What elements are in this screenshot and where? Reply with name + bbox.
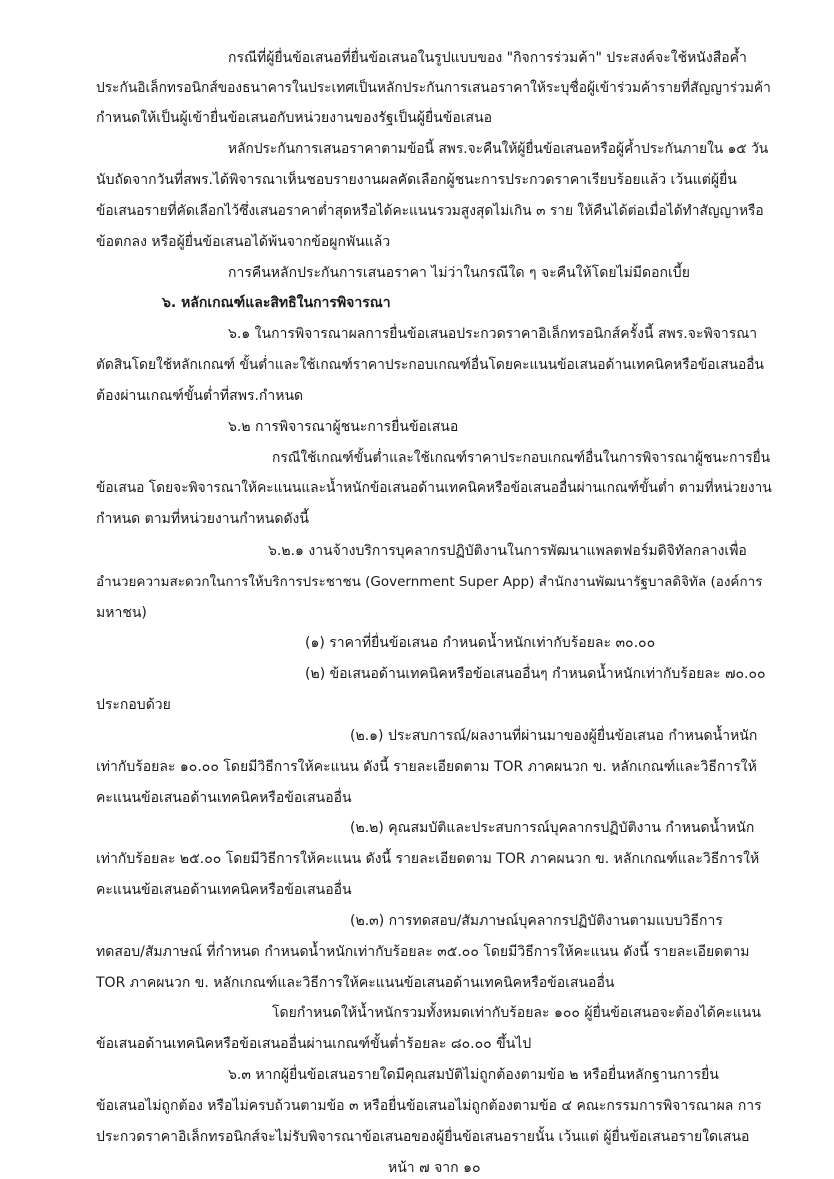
text-line: ๖.๒ การพิจารณาผู้ชนะการยื่นข้อเสนอ [228,419,459,435]
text-line: เท่ากับร้อยละ ๒๕.๐๐ โดยมีวิธีการให้คะแนน ดังนี้ รายละเอียดตาม TOR ภาคผนวก ข. หลักเกณฑ์และวิธีการให้ [96,851,760,867]
text-line: ข้อเสนอรายที่คัดเลือกไว้ซึ่งเสนอราคาต่ำสุดหรือได้คะแนนรวมสูงสุดไม่เกิน ๓ ราย ให้คืนได้ต่อเมื่อได้ทำสัญญาหรือ [96,203,764,219]
text-line: ข้อเสนอ โดยจะพิจารณาให้คะแนนและน้ำหนักข้อเสนอด้านเทคนิคหรือข้อเสนออื่นผ่านเกณฑ์ขั้นต่ำ ตามที่หน่วยงาน [96,480,772,496]
text-line: กรณีใช้เกณฑ์ขั้นต่ำและใช้เกณฑ์ราคาประกอบเกณฑ์อื่นในการพิจารณาผู้ชนะการยื่น [272,450,771,466]
text-line: ตัดสินโดยใช้หลักเกณฑ์ ขั้นต่ำและใช้เกณฑ์ราคาประกอบเกณฑ์อื่นโดยคะแนนข้อเสนอด้านเทคนิคหรือข้อเสนออื่น [96,357,764,373]
page-footer: หน้า ๗ จาก ๑๐ [388,1160,481,1176]
text-line: (๒.๒) คุณสมบัติและประสบการณ์บุคลากรปฏิบัติงาน กำหนดน้ำหนัก [350,820,755,836]
text-line: กำหนดให้เป็นผู้เข้ายื่นข้อเสนอกับหน่วยงานของรัฐเป็นผู้ยื่นข้อเสนอ [96,110,493,126]
text-line: ข้อเสนอด้านเทคนิคหรือข้อเสนออื่นผ่านเกณฑ์ขั้นต่ำร้อยละ ๘๐.๐๐ ขึ้นไป [96,1036,532,1052]
text-line: มหาชน) [96,605,147,621]
text-line: โดยกำหนดให้น้ำหนักรวมทั้งหมดเท่ากับร้อยละ ๑๐๐ ผู้ยื่นข้อเสนอจะต้องได้คะแนน [272,1005,761,1021]
text-line: ๖.๒.๑ งานจ้างบริการบุคลากรปฏิบัติงานในการพัฒนาแพลตฟอร์มดิจิทัลกลางเพื่อ [268,543,747,559]
section-heading: ๖. หลักเกณฑ์และสิทธิในการพิจารณา [162,295,391,311]
text-line: การคืนหลักประกันการเสนอราคา ไม่ว่าในกรณีใด ๆ จะคืนให้โดยไม่มีดอกเบี้ย [228,265,690,281]
text-line: เท่ากับร้อยละ ๑๐.๐๐ โดยมีวิธีการให้คะแนน ดังนี้ รายละเอียดตาม TOR ภาคผนวก ข. หลักเกณฑ์และวิธีการให้ [96,759,757,775]
text-line: (๒.๑) ประสบการณ์/ผลงานที่ผ่านมาของผู้ยื่นข้อเสนอ กำหนดน้ำหนัก [350,728,758,744]
text-line: ข้อตกลง หรือผู้ยื่นข้อเสนอได้พ้นจากข้อผูกพันแล้ว [96,234,391,250]
text-line: อำนวยความสะดวกในการให้บริการประชาชน (Government Super App) สำนักงานพัฒนารัฐบาลดิจิทัล (องค์การ [96,574,763,590]
text-line: ประกอบด้วย [96,697,171,713]
text-line: (๒.๓) การทดสอบ/สัมภาษณ์บุคลากรปฏิบัติงานตามแบบวิธีการ [350,913,723,929]
text-line: ทดสอบ/สัมภาษณ์ ที่กำหนด กำหนดน้ำหนักเท่ากับร้อยละ ๓๕.๐๐ โดยมีวิธีการให้คะแนน ดังนี้ รายละเอียดตาม [96,944,750,960]
text-line: ๖.๓ หากผู้ยื่นข้อเสนอรายใดมีคุณสมบัติไม่ถูกต้องตามข้อ ๒ หรือยื่นหลักฐานการยื่น [228,1067,719,1083]
text-line: ๖.๑ ในการพิจารณาผลการยื่นข้อเสนอประกวดราคาอิเล็กทรอนิกส์ครั้งนี้ สพร.จะพิจารณา [228,326,758,342]
text-line: (๒) ข้อเสนอด้านเทคนิคหรือข้อเสนออื่นๆ กำหนดน้ำหนักเท่ากับร้อยละ ๗๐.๐๐ [305,666,766,682]
text-line: นับถัดจากวันที่สพร.ได้พิจารณาเห็นชอบรายงานผลคัดเลือกผู้ชนะการประกวดราคาเรียบร้อยแล้ว เว้นแต่ผู้ยื่น [96,172,737,188]
text-line: ประกวดราคาอิเล็กทรอนิกส์จะไม่รับพิจารณาข้อเสนอของผู้ยื่นข้อเสนอรายนั้น เว้นแต่ ผู้ยื่นข้อเสนอรายใดเสนอ [96,1129,750,1145]
text-line: คะแนนข้อเสนอด้านเทคนิคหรือข้อเสนออื่น [96,882,352,898]
text-line: กรณีที่ผู้ยื่นข้อเสนอที่ยื่นข้อเสนอในรูปแบบของ "กิจการร่วมค้า" ประสงค์จะใช้หนังสือค้ำ [228,50,747,66]
text-line: ต้องผ่านเกณฑ์ขั้นต่ำที่สพร.กำหนด [96,388,304,404]
text-line: ประกันอิเล็กทรอนิกส์ของธนาคารในประเทศเป็นหลักประกันการเสนอราคาให้ระบุชื่อผู้เข้าร่วมค้ารายที่สัญญาร่วมค้า [96,80,771,96]
text-line: TOR ภาคผนวก ข. หลักเกณฑ์และวิธีการให้คะแนนข้อเสนอด้านเทคนิคหรือข้อเสนออื่น [96,975,615,991]
text-line: คะแนนข้อเสนอด้านเทคนิคหรือข้อเสนออื่น [96,790,352,806]
text-line: (๑) ราคาที่ยื่นข้อเสนอ กำหนดน้ำหนักเท่ากับร้อยละ ๓๐.๐๐ [305,635,656,651]
text-line: ข้อเสนอไม่ถูกต้อง หรือไม่ครบถ้วนตามข้อ ๓ หรือยื่นข้อเสนอไม่ถูกต้องตามข้อ ๔ คณะกรรมการพิจารณาผล การ [96,1098,762,1114]
text-line: กำหนด ตามที่หน่วยงานกำหนดดังนี้ [96,511,309,527]
text-line: หลักประกันการเสนอราคาตามข้อนี้ สพร.จะคืนให้ผู้ยื่นข้อเสนอหรือผู้ค้ำประกันภายใน ๑๕ วัน [228,141,769,157]
